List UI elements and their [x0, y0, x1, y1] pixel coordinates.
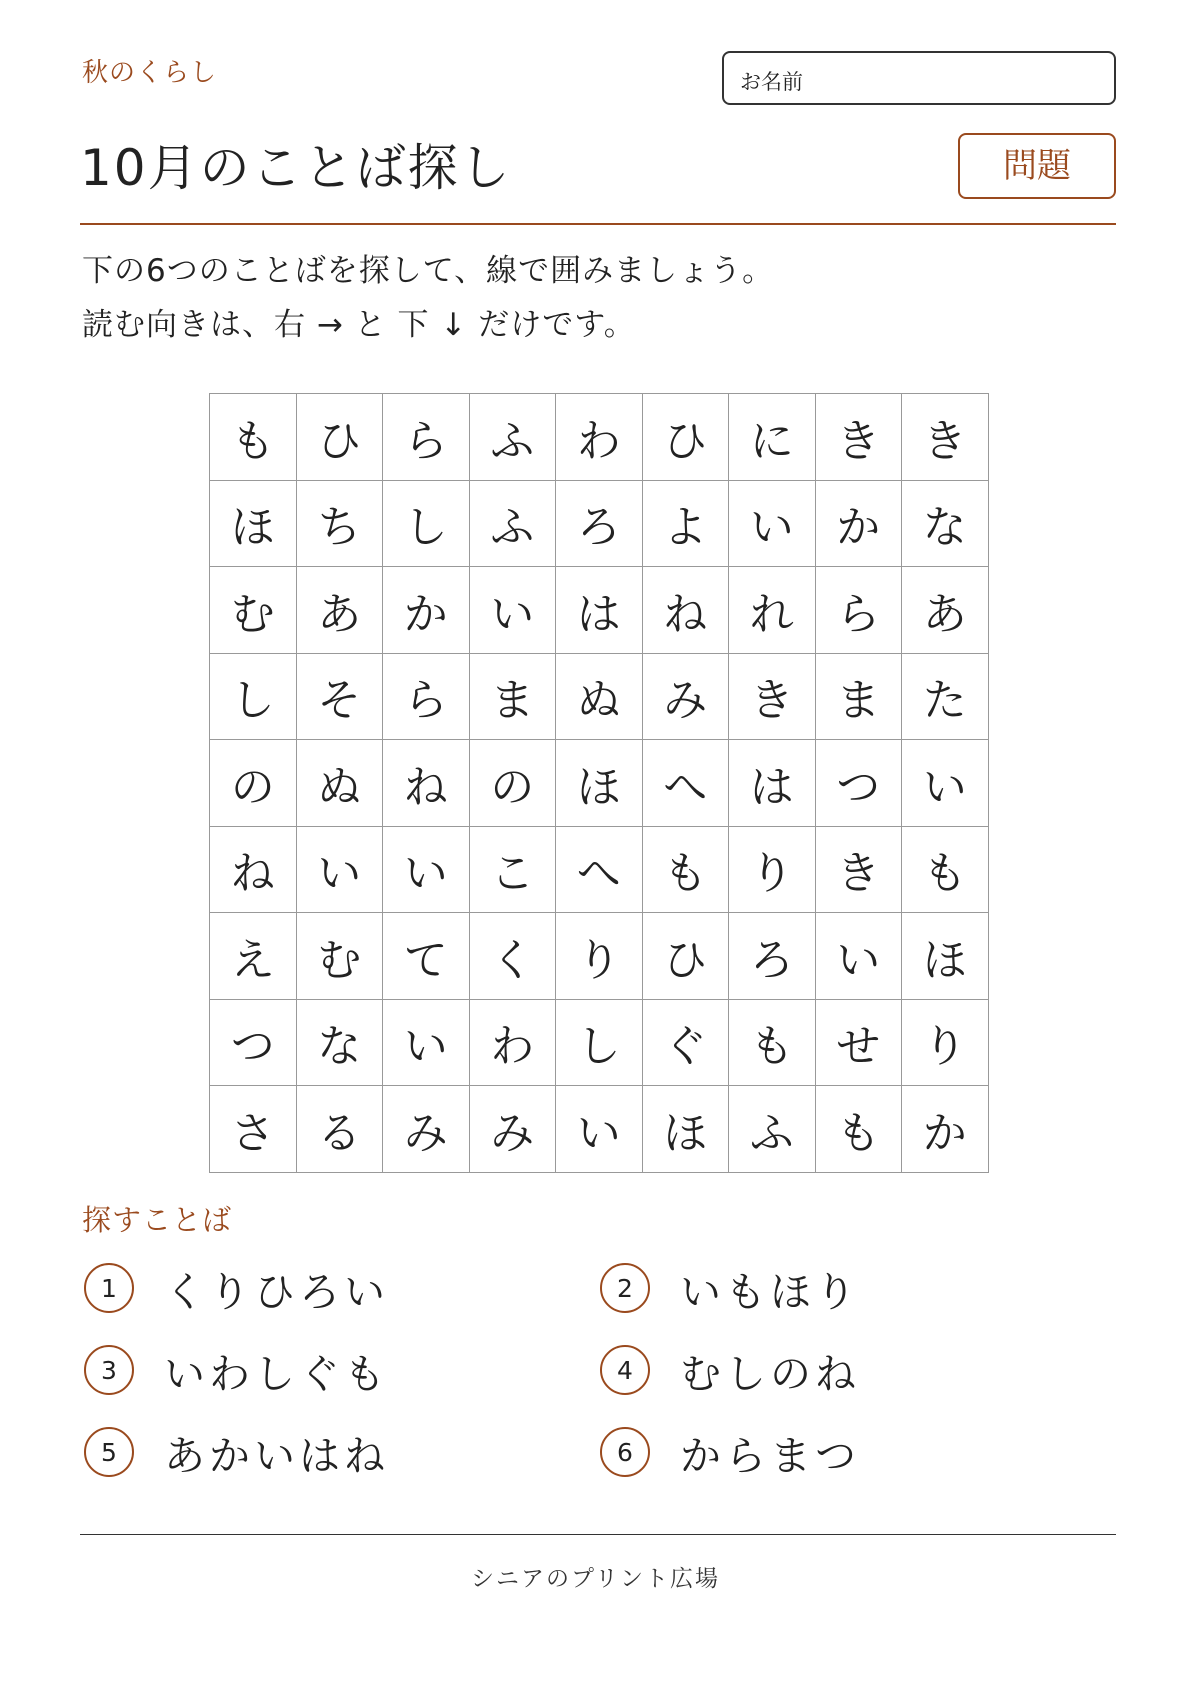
grid-cell[interactable]: へ	[556, 827, 643, 914]
grid-cell[interactable]: た	[902, 654, 989, 741]
grid-cell[interactable]: ら	[383, 654, 470, 741]
grid-cell[interactable]: ね	[210, 827, 297, 914]
grid-cell[interactable]: ほ	[556, 740, 643, 827]
grid-cell[interactable]: き	[816, 394, 903, 481]
grid-cell[interactable]: ほ	[902, 913, 989, 1000]
grid-cell[interactable]: み	[383, 1086, 470, 1173]
grid-cell[interactable]: も	[902, 827, 989, 914]
grid-cell[interactable]: あ	[902, 567, 989, 654]
grid-cell[interactable]: ほ	[643, 1086, 730, 1173]
grid-cell[interactable]: い	[556, 1086, 643, 1173]
grid-cell[interactable]: い	[383, 1000, 470, 1087]
grid-cell[interactable]: り	[902, 1000, 989, 1087]
grid-cell[interactable]: か	[816, 481, 903, 568]
grid-cell[interactable]: も	[643, 827, 730, 914]
grid-cell[interactable]: ね	[643, 567, 730, 654]
grid-cell[interactable]: な	[297, 1000, 384, 1087]
word-number-badge: 5	[84, 1427, 134, 1477]
instruction-line-1: 下の6つのことばを探して、線で囲みましょう。	[82, 253, 775, 289]
grid-cell[interactable]: い	[816, 913, 903, 1000]
footer-divider	[80, 1534, 1116, 1535]
grid-cell[interactable]: き	[902, 394, 989, 481]
grid-cell[interactable]: ふ	[470, 394, 557, 481]
word-number-badge: 4	[600, 1345, 650, 1395]
word-text: むしのね	[680, 1349, 860, 1398]
grid-cell[interactable]: よ	[643, 481, 730, 568]
grid-cell[interactable]: わ	[470, 1000, 557, 1087]
grid-cell[interactable]: へ	[643, 740, 730, 827]
grid-cell[interactable]: に	[729, 394, 816, 481]
grid-cell[interactable]: い	[297, 827, 384, 914]
word-text: くりひろい	[164, 1267, 389, 1316]
grid-cell[interactable]: は	[556, 567, 643, 654]
title-divider	[80, 223, 1116, 225]
grid-cell[interactable]: り	[556, 913, 643, 1000]
word-item	[600, 1422, 860, 1482]
grid-cell[interactable]: つ	[816, 740, 903, 827]
grid-cell[interactable]: ま	[816, 654, 903, 741]
grid-cell[interactable]: ら	[816, 567, 903, 654]
footer-credit: シニアのプリント広場	[470, 1566, 721, 1592]
grid-cell[interactable]: あ	[297, 567, 384, 654]
grid-cell[interactable]: る	[297, 1086, 384, 1173]
grid-cell[interactable]: ち	[297, 481, 384, 568]
grid-cell[interactable]: さ	[210, 1086, 297, 1173]
grid-cell[interactable]: い	[383, 827, 470, 914]
grid-cell[interactable]: え	[210, 913, 297, 1000]
word-item	[84, 1340, 389, 1400]
grid-cell[interactable]: い	[729, 481, 816, 568]
grid-cell[interactable]: し	[210, 654, 297, 741]
grid-cell[interactable]: ふ	[470, 481, 557, 568]
grid-cell[interactable]: り	[729, 827, 816, 914]
name-field[interactable]: お名前	[722, 51, 1116, 105]
grid-cell[interactable]: れ	[729, 567, 816, 654]
word-text: いわしぐも	[164, 1349, 389, 1398]
grid-cell[interactable]: も	[729, 1000, 816, 1087]
grid-cell[interactable]: ひ	[643, 913, 730, 1000]
grid-cell[interactable]: ら	[383, 394, 470, 481]
grid-cell[interactable]: か	[383, 567, 470, 654]
grid-cell[interactable]: つ	[210, 1000, 297, 1087]
word-item	[84, 1422, 389, 1482]
grid-cell[interactable]: ま	[470, 654, 557, 741]
grid-cell[interactable]: ぬ	[556, 654, 643, 741]
word-number-badge: 1	[84, 1263, 134, 1313]
grid-cell[interactable]: む	[297, 913, 384, 1000]
word-text: あかいはね	[164, 1431, 389, 1480]
grid-cell[interactable]: い	[470, 567, 557, 654]
word-item	[600, 1340, 860, 1400]
grid-cell[interactable]: の	[210, 740, 297, 827]
grid-cell[interactable]: ろ	[556, 481, 643, 568]
grid-cell[interactable]: せ	[816, 1000, 903, 1087]
grid-cell[interactable]: は	[729, 740, 816, 827]
problem-badge: 問題	[958, 133, 1116, 199]
word-text: からまつ	[680, 1431, 860, 1480]
grid-cell[interactable]: き	[816, 827, 903, 914]
grid-cell[interactable]: わ	[556, 394, 643, 481]
grid-cell[interactable]: い	[902, 740, 989, 827]
grid-cell[interactable]: み	[643, 654, 730, 741]
grid-cell[interactable]: の	[470, 740, 557, 827]
grid-cell[interactable]: し	[383, 481, 470, 568]
grid-cell[interactable]: も	[210, 394, 297, 481]
word-text: いもほり	[680, 1267, 860, 1316]
grid-cell[interactable]: ひ	[297, 394, 384, 481]
category-label: 秋のくらし	[82, 58, 218, 88]
grid-cell[interactable]: な	[902, 481, 989, 568]
instruction-line-2: 読む向きは、右 → と 下 ↓ だけです。	[82, 307, 636, 343]
word-number-badge: 2	[600, 1263, 650, 1313]
grid-cell[interactable]: ふ	[729, 1086, 816, 1173]
word-list	[84, 1258, 1044, 1498]
words-heading: 探すことば	[82, 1203, 233, 1237]
word-item	[84, 1258, 389, 1318]
grid-cell[interactable]: き	[729, 654, 816, 741]
grid-cell[interactable]: ひ	[643, 394, 730, 481]
word-number-badge: 6	[600, 1427, 650, 1477]
word-number-badge: 3	[84, 1345, 134, 1395]
grid-cell[interactable]: こ	[470, 827, 557, 914]
grid-cell[interactable]: そ	[297, 654, 384, 741]
grid-cell[interactable]: ぬ	[297, 740, 384, 827]
grid-cell[interactable]: ほ	[210, 481, 297, 568]
word-search-grid	[209, 393, 989, 1173]
grid-cell[interactable]: し	[556, 1000, 643, 1087]
word-item	[600, 1258, 860, 1318]
page-title: 10月のことば探し	[80, 139, 512, 197]
grid-cell[interactable]: ね	[383, 740, 470, 827]
grid-cell[interactable]: む	[210, 567, 297, 654]
grid-cell[interactable]: ろ	[729, 913, 816, 1000]
grid-cell[interactable]: か	[902, 1086, 989, 1173]
grid-cell[interactable]: ぐ	[643, 1000, 730, 1087]
grid-cell[interactable]: て	[383, 913, 470, 1000]
grid-cell[interactable]: み	[470, 1086, 557, 1173]
grid-cell[interactable]: く	[470, 913, 557, 1000]
grid-cell[interactable]: も	[816, 1086, 903, 1173]
